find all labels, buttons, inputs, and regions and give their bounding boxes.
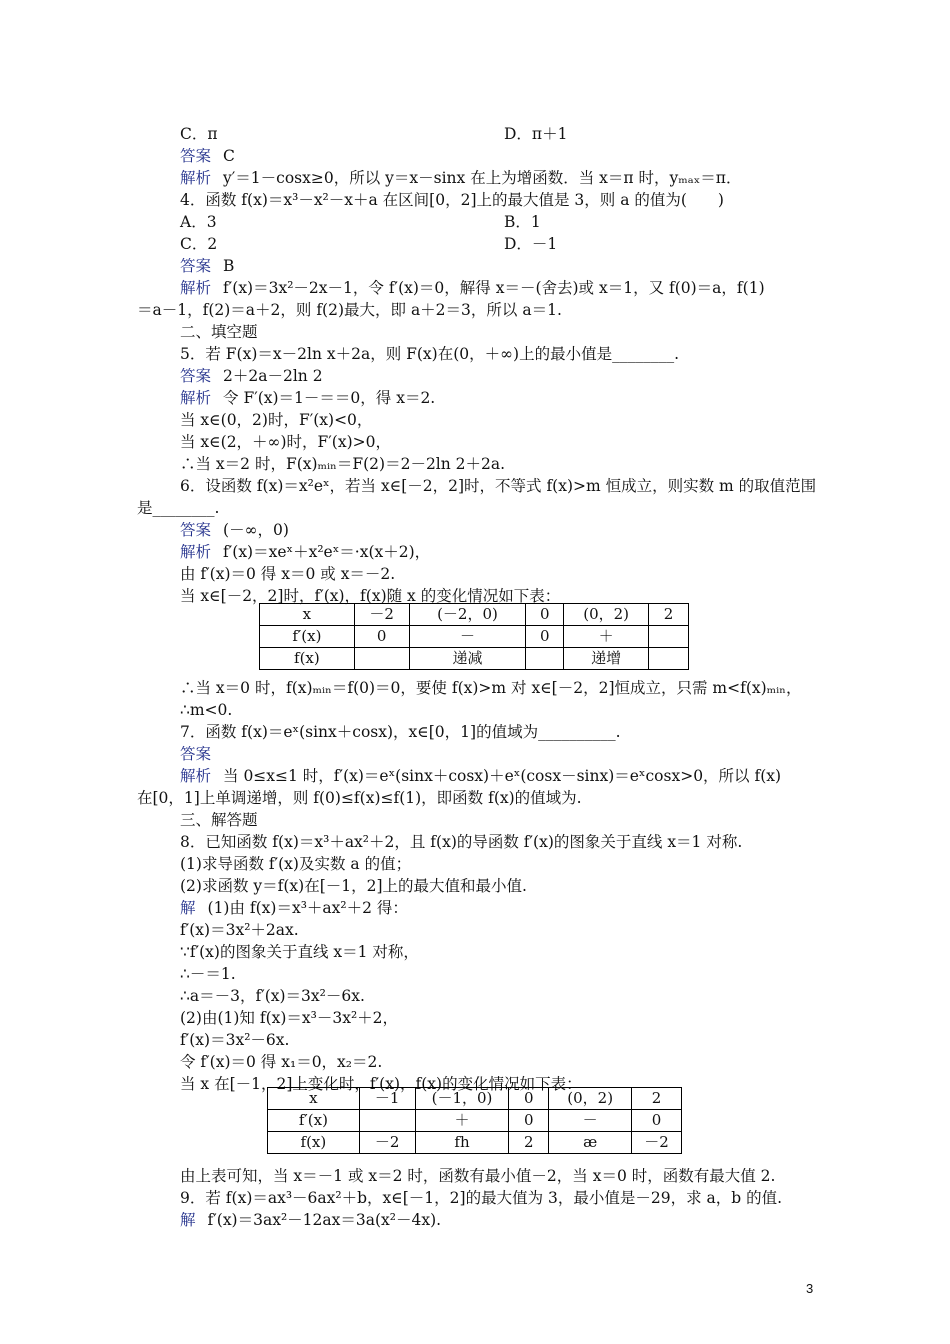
line-text: f′(x)＝3ax²－12ax＝3a(x²－4x). <box>207 1211 442 1229</box>
text-line <box>180 876 527 896</box>
line-text: ∴a＝－3，f′(x)＝3x²－6x. <box>180 987 365 1005</box>
text-line <box>180 388 435 408</box>
table-cell: f′(x) <box>260 626 355 648</box>
text-line <box>180 810 258 830</box>
line-text: A．3 <box>180 213 217 231</box>
line-text: 令 F′(x)＝1－＝＝0，得 x＝2. <box>223 389 436 407</box>
line-text: 在[0，1]上单调递增，则 f(0)≤f(x)≤f(1)，即函数 f(x)的值域为. <box>137 789 582 807</box>
line-text: f′(x)＝xeˣ＋x²eˣ＝·x(x＋2)， <box>223 543 431 561</box>
table-row <box>260 648 689 670</box>
line-text: D．－1 <box>504 235 558 253</box>
line-text: y′＝1－cosx≥0，所以 y＝x－sinx 在上为增函数．当 x＝π 时，yₘₐₓ＝π． <box>223 169 742 187</box>
table-cell: 0 <box>526 626 564 648</box>
line-text: (1)求导函数 f′(x)及实数 a 的值； <box>180 855 412 873</box>
table-cell: 0 <box>509 1088 549 1110</box>
table-cell <box>649 648 689 670</box>
text-line <box>180 964 236 984</box>
text-line <box>180 278 765 298</box>
text-line <box>180 920 299 940</box>
table-row <box>268 1132 682 1154</box>
text-line <box>180 766 781 786</box>
line-text: C．2 <box>180 235 218 253</box>
table-cell: (－1，0) <box>415 1088 509 1110</box>
line-label: 解 <box>180 1211 196 1229</box>
line-text: 三、解答题 <box>180 811 258 829</box>
line-label: 答案 <box>180 147 212 165</box>
line-text: C <box>223 147 235 165</box>
line-text: 当 0≤x≤1 时，f′(x)＝eˣ(sinx＋cosx)＋eˣ(cosx－sinx)＝eˣcosx>0，所以 f(x) <box>223 767 782 785</box>
line-text: (2)求函数 y＝f(x)在[－1，2]上的最大值和最小值. <box>180 877 527 895</box>
variation-table-q6 <box>259 603 689 670</box>
text-line <box>180 520 289 540</box>
line-text: 由上表可知，当 x＝－1 或 x＝2 时，函数有最小值－2，当 x＝0 时，函数有最大值 2. <box>180 1167 776 1185</box>
line-text: f′(x)＝3x²＋2ax. <box>180 921 299 939</box>
table-cell <box>359 1110 415 1132</box>
text-line <box>504 124 567 144</box>
line-text: ＝a－1，f(2)＝a＋2，则 f(2)最大，即 a＋2＝3，所以 a＝1. <box>137 301 562 319</box>
text-line <box>137 498 219 518</box>
text-line <box>180 344 679 364</box>
table-cell: 0 <box>509 1110 549 1132</box>
table-cell: －2 <box>354 604 409 626</box>
text-line <box>180 432 391 452</box>
table-cell: fh <box>415 1132 509 1154</box>
text-line <box>180 678 802 698</box>
text-line <box>180 234 217 254</box>
text-line <box>180 832 742 852</box>
line-label: 解析 <box>180 767 212 785</box>
text-line <box>180 1166 775 1186</box>
table-cell: 递减 <box>409 648 526 670</box>
text-line <box>180 942 419 962</box>
line-text: 当 x 在[－1，2]上变化时，f′(x)，f(x)的变化情况如下表： <box>180 1075 582 1093</box>
line-text: 当 x∈(0，2)时，F′(x)<0， <box>180 411 373 429</box>
text-line <box>180 124 218 144</box>
line-text: f′(x)＝3x²－2x－1，令 f′(x)＝0，解得 x＝－(舍去)或 x＝1，又 f(0)＝a，f(1) <box>223 279 765 297</box>
table-cell: －1 <box>359 1088 415 1110</box>
text-line <box>180 366 323 386</box>
table-cell: f(x) <box>260 648 355 670</box>
line-label: 解析 <box>180 169 212 187</box>
line-text: 2＋2a－2ln 2 <box>223 367 323 385</box>
line-label: 解析 <box>180 543 212 561</box>
table-cell: 2 <box>509 1132 549 1154</box>
table-cell: ＋ <box>415 1110 509 1132</box>
line-text: 当 x∈[－2，2]时，f′(x)，f(x)随 x 的变化情况如下表： <box>180 587 561 605</box>
line-text: 4．函数 f(x)＝x³－x²－x＋a 在区间[0，2]上的最大值是 3，则 a 的值为( ) <box>180 191 724 209</box>
line-text: 8．已知函数 f(x)＝x³＋ax²＋2，且 f(x)的导函数 f′(x)的图象关于直线 x＝1 对称. <box>180 833 743 851</box>
text-line <box>180 1052 382 1072</box>
line-text: 9．若 f(x)＝ax³－6ax²＋b，x∈[－1，2]的最大值为 3，最小值是－29，求 a，b 的值. <box>180 1189 783 1207</box>
table-cell: f′(x) <box>268 1110 360 1132</box>
table-cell: x <box>260 604 355 626</box>
text-line <box>137 788 582 808</box>
line-label: 解析 <box>180 279 212 297</box>
text-line <box>180 744 223 764</box>
variation-table-q8 <box>267 1087 682 1154</box>
line-text: 二、填空题 <box>180 323 258 341</box>
line-text: C．π <box>180 125 218 143</box>
line-text: B．1 <box>504 213 541 231</box>
text-line <box>180 1188 782 1208</box>
table-cell <box>649 626 689 648</box>
line-text: 5．若 F(x)＝x－2ln x＋2a，则 F(x)在(0，＋∞)上的最小值是________. <box>180 345 680 363</box>
table-cell <box>354 648 409 670</box>
table-row <box>260 626 689 648</box>
text-line <box>180 454 505 474</box>
line-text: 6．设函数 f(x)＝x²eˣ，若当 x∈[－2，2]时，不等式 f(x)>m 恒成立，则实数 m 的取值范围 <box>180 477 817 495</box>
table-cell: x <box>268 1088 360 1110</box>
line-text: 是________. <box>137 499 220 517</box>
text-line <box>180 212 217 232</box>
line-label: 解析 <box>180 389 212 407</box>
text-line <box>180 854 411 874</box>
table-cell: æ <box>549 1132 632 1154</box>
table-cell: f(x) <box>268 1132 360 1154</box>
table-cell: －2 <box>359 1132 415 1154</box>
text-line <box>504 212 541 232</box>
text-line <box>180 564 395 584</box>
table-cell: ＋ <box>564 626 649 648</box>
text-line <box>180 476 816 496</box>
line-text: D．π＋1 <box>504 125 568 143</box>
line-text: 当 x∈(2，＋∞)时，F′(x)>0， <box>180 433 391 451</box>
text-line <box>180 190 724 210</box>
text-line <box>180 322 258 342</box>
table-cell: (0，2) <box>549 1088 632 1110</box>
text-line <box>180 410 372 430</box>
text-line <box>180 1210 441 1230</box>
line-text: ∴－＝1. <box>180 965 236 983</box>
table-cell: －2 <box>632 1132 682 1154</box>
table-cell: 2 <box>649 604 689 626</box>
text-line <box>180 256 234 276</box>
text-line <box>180 168 741 188</box>
text-line <box>504 234 557 254</box>
table-cell: (0，2) <box>564 604 649 626</box>
text-line <box>180 700 232 720</box>
line-text: 由 f′(x)＝0 得 x＝0 或 x＝－2. <box>180 565 396 583</box>
text-line <box>180 1030 289 1050</box>
line-label: 答案 <box>180 257 212 275</box>
line-text: B <box>223 257 235 275</box>
table-cell: － <box>549 1110 632 1132</box>
table-cell <box>526 648 564 670</box>
text-line <box>180 1008 398 1028</box>
table-row <box>268 1088 682 1110</box>
line-label: 答案 <box>180 521 212 539</box>
line-text: ∴m<0. <box>180 701 233 719</box>
text-line <box>180 986 365 1006</box>
text-line <box>180 722 621 742</box>
line-text: (1)由 f(x)＝x³＋ax²＋2 得： <box>207 899 408 917</box>
table-row <box>268 1110 682 1132</box>
table-row <box>260 604 689 626</box>
line-text: (2)由(1)知 f(x)＝x³－3x²＋2， <box>180 1009 399 1027</box>
text-line <box>180 146 235 166</box>
table-cell: － <box>409 626 526 648</box>
text-line <box>180 542 430 562</box>
line-text: (－∞，0) <box>223 521 289 539</box>
line-text: ∴当 x＝0 时，f(x)ₘᵢₙ＝f(0)＝0，要使 f(x)>m 对 x∈[－2，2]恒成立，只需 m<f(x)ₘᵢₙ， <box>180 679 802 697</box>
table-cell: 递增 <box>564 648 649 670</box>
table-cell: (－2，0) <box>409 604 526 626</box>
text-line <box>137 300 562 320</box>
line-text: 7．函数 f(x)＝eˣ(sinx＋cosx)，x∈[0，1]的值域为__________. <box>180 723 621 741</box>
line-text: ∵f′(x)的图象关于直线 x＝1 对称， <box>180 943 419 961</box>
line-text: 令 f′(x)＝0 得 x₁＝0，x₂＝2. <box>180 1053 383 1071</box>
table-cell: 2 <box>632 1088 682 1110</box>
line-label: 解 <box>180 899 196 917</box>
table-cell: 0 <box>632 1110 682 1132</box>
line-text: f′(x)＝3x²－6x. <box>180 1031 290 1049</box>
table-cell: 0 <box>526 604 564 626</box>
line-label: 答案 <box>180 745 212 763</box>
table-cell: 0 <box>354 626 409 648</box>
line-label: 答案 <box>180 367 212 385</box>
page-number: 3 <box>806 1281 814 1296</box>
text-line <box>180 898 408 918</box>
line-text: ∴当 x＝2 时，F(x)ₘᵢₙ＝F(2)＝2－2ln 2＋2a. <box>180 455 506 473</box>
